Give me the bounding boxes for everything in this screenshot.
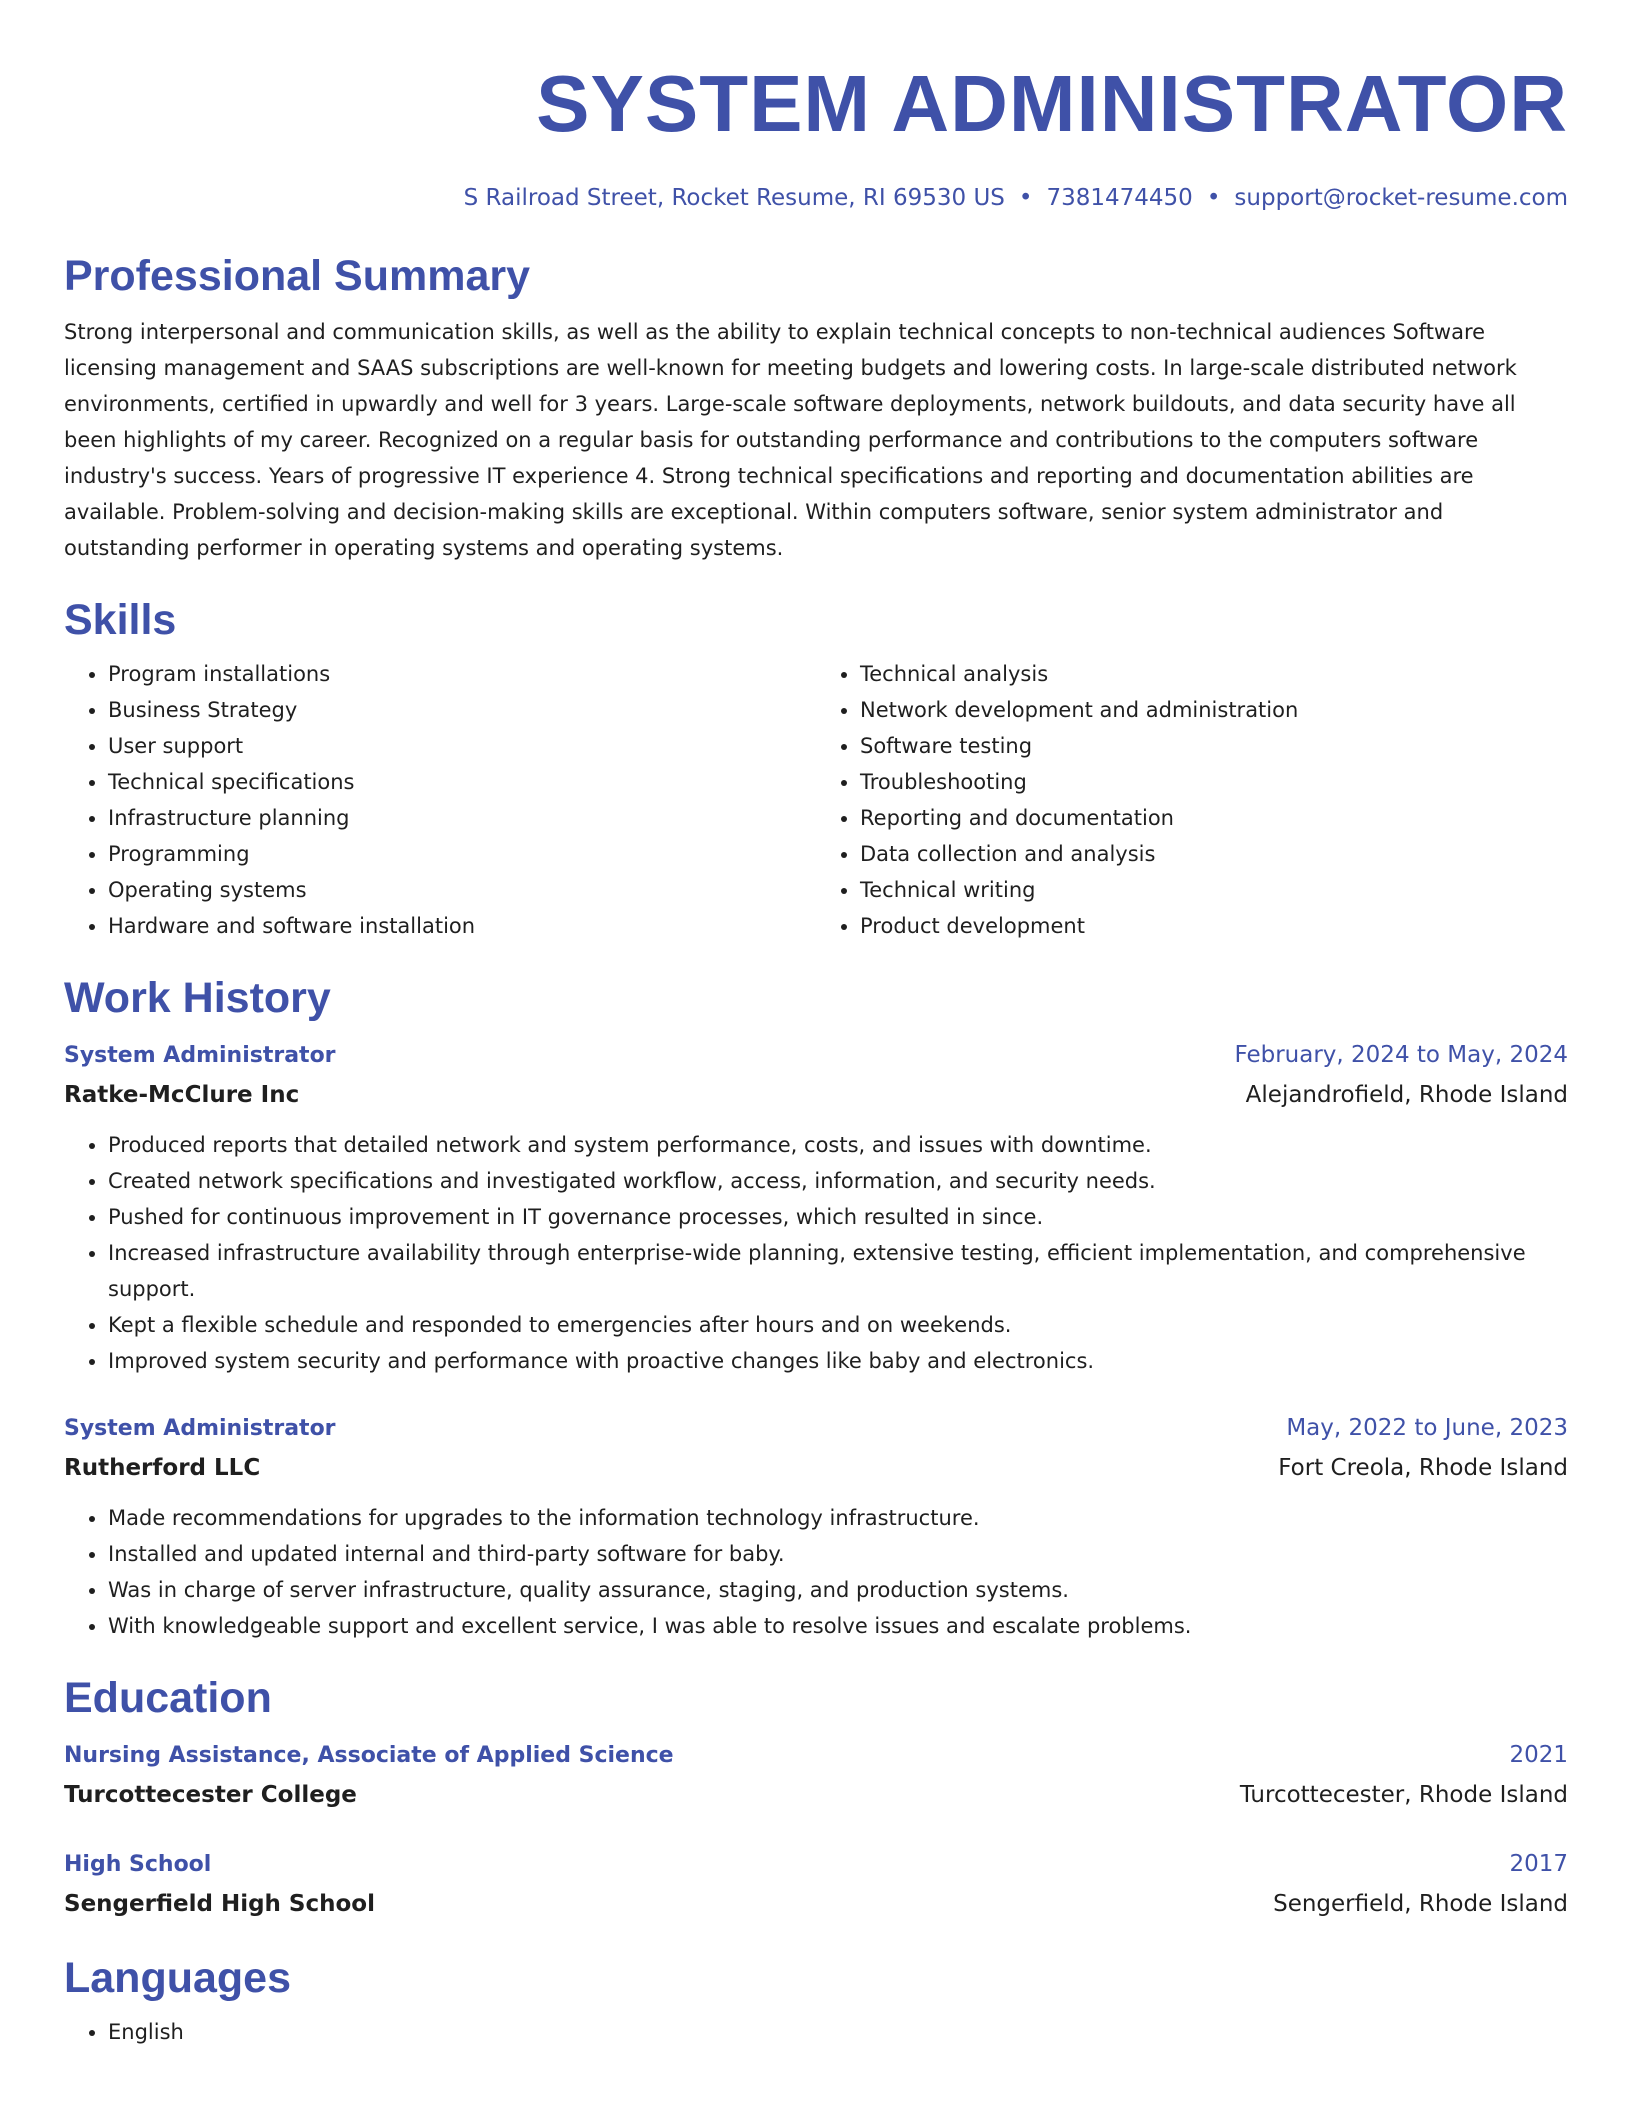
section-title-work-history: Work History — [64, 974, 331, 1022]
job-bullet: • Pushed for continuous improvement in IT governance processes, which resulted in since. — [108, 1199, 1568, 1235]
education-location: Sengerfield, Rhode Island — [1273, 1891, 1568, 1917]
education-year: 2021 — [1509, 1742, 1568, 1768]
contact-line — [64, 182, 1568, 214]
languages-list — [64, 2014, 1568, 2050]
education-header-row — [64, 1736, 1568, 1775]
skill-item: • Infrastructure planning — [108, 800, 816, 836]
contact-separator: • — [1018, 185, 1033, 211]
skills-list-right — [816, 656, 1568, 944]
job-header-row — [64, 1036, 1568, 1075]
skill-item: • Product development — [860, 908, 1568, 944]
skill-item: • Technical writing — [860, 872, 1568, 908]
job-bullet: • Improved system security and performance with proactive changes like baby and electronics. — [108, 1343, 1568, 1379]
education-school: Turcottecester College — [64, 1782, 357, 1808]
skill-item: • Business Strategy — [108, 692, 816, 728]
skill-item: • Program installations — [108, 656, 816, 692]
job-company-row — [64, 1075, 1568, 1115]
job-entry — [64, 1036, 1568, 1379]
skill-item: • Network development and administration — [860, 692, 1568, 728]
education-entry — [64, 1736, 1568, 1815]
job-dates: May, 2022 to June, 2023 — [1286, 1415, 1568, 1441]
job-company: Ratke-McClure Inc — [64, 1082, 300, 1108]
section-title-skills: Skills — [64, 596, 177, 644]
job-bullets — [64, 1500, 1568, 1644]
job-bullet: • Made recommendations for upgrades to the information technology infrastructure. — [108, 1500, 1568, 1536]
summary-text: Strong interpersonal and communication skills, as well as the ability to explain technical concepts to non-technical audiences Software licensing management and SAAS subscriptions are well-known for meeting budgets and lowering costs. In large-scale distributed network environments, certified in upwardly and well for 3 years. Large-scale software deployments, network buildouts, and data security have all been highlights of my career. Recognized on a regular basis for outstanding performance and contributions to the computers software industry's success. Years of progressive IT experience 4. Strong technical specifications and reporting and documentation abilities are available. Problem-solving and decision-making skills are exceptional. Within computers software, senior system administrator and outstanding performer in operating systems and operating systems. — [64, 320, 1517, 560]
job-bullet: • With knowledgeable support and excellent service, I was able to resolve issues and escalate problems. — [108, 1608, 1568, 1644]
education-location: Turcottecester, Rhode Island — [1239, 1782, 1568, 1808]
skills-list-left — [64, 656, 816, 944]
job-dates: February, 2024 to May, 2024 — [1234, 1042, 1568, 1068]
education-school-row — [64, 1884, 1568, 1924]
job-bullet: • Produced reports that detailed network and system performance, costs, and issues with downtime. — [108, 1127, 1568, 1163]
section-title-languages: Languages — [64, 1954, 291, 2002]
phone-text: 7381474450 — [1046, 185, 1193, 211]
skill-item: • Technical analysis — [860, 656, 1568, 692]
email-text: support@rocket-resume.com — [1234, 185, 1568, 211]
skill-item: • Operating systems — [108, 872, 816, 908]
resume-header — [64, 56, 1568, 214]
job-company-row — [64, 1448, 1568, 1488]
job-bullet: • Created network specifications and investigated workflow, access, information, and security needs. — [108, 1163, 1568, 1199]
education-school-row — [64, 1775, 1568, 1815]
skill-item: • Data collection and analysis — [860, 836, 1568, 872]
candidate-title: SYSTEM ADMINISTRATOR — [536, 59, 1568, 148]
education-school: Sengerfield High School — [64, 1891, 375, 1917]
contact-separator: • — [1206, 185, 1221, 211]
education-degree: Nursing Assistance, Associate of Applied Science — [64, 1743, 674, 1768]
skill-item: • Reporting and documentation — [860, 800, 1568, 836]
skill-item: • Troubleshooting — [860, 764, 1568, 800]
section-title-summary: Professional Summary — [64, 252, 531, 300]
skills-grid — [64, 656, 1568, 944]
job-bullet: • Increased infrastructure availability through enterprise-wide planning, extensive testing, efficient implementation, and comprehensive support. — [108, 1235, 1568, 1307]
skill-item: • Software testing — [860, 728, 1568, 764]
education-year: 2017 — [1509, 1851, 1568, 1877]
job-role: System Administrator — [64, 1416, 336, 1441]
job-role: System Administrator — [64, 1043, 336, 1068]
skill-item: • Technical specifications — [108, 764, 816, 800]
education-degree: High School — [64, 1852, 212, 1877]
job-location: Fort Creola, Rhode Island — [1278, 1455, 1568, 1481]
skill-item: • Hardware and software installation — [108, 908, 816, 944]
job-location: Alejandrofield, Rhode Island — [1245, 1082, 1568, 1108]
address-text: S Railroad Street, Rocket Resume, RI 69530 US — [463, 185, 1005, 211]
skill-item: • Programming — [108, 836, 816, 872]
job-bullet: • Was in charge of server infrastructure, quality assurance, staging, and production systems. — [108, 1572, 1568, 1608]
education-entry — [64, 1845, 1568, 1924]
section-title-education: Education — [64, 1674, 272, 1722]
job-bullet: • Installed and updated internal and third-party software for baby. — [108, 1536, 1568, 1572]
language-item: • English — [108, 2014, 1568, 2050]
job-company: Rutherford LLC — [64, 1455, 261, 1481]
education-header-row — [64, 1845, 1568, 1884]
skill-item: • User support — [108, 728, 816, 764]
job-bullet: • Kept a flexible schedule and responded to emergencies after hours and on weekends. — [108, 1307, 1568, 1343]
job-header-row — [64, 1409, 1568, 1448]
job-bullets — [64, 1127, 1568, 1379]
job-entry — [64, 1409, 1568, 1644]
